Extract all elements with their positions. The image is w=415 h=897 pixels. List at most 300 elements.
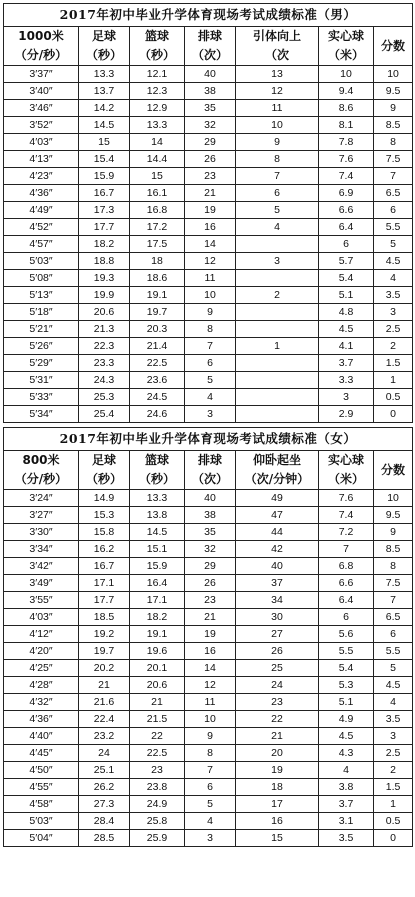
score-cell: 7 [374,592,413,609]
strength-count-cell: 19 [236,762,319,779]
volleyball-count-cell: 9 [185,728,236,745]
volleyball-count-cell: 3 [185,406,236,423]
strength-count-cell: 4 [236,219,319,236]
ball-distance-cell: 6.4 [319,219,374,236]
run-time-cell: 5′26″ [4,338,79,355]
basketball-time-cell: 25.8 [130,813,185,830]
table-row [4,779,413,796]
female-header-basketball: 篮球 [130,451,185,471]
volleyball-count-cell: 29 [185,134,236,151]
football-time-cell: 21.6 [79,694,130,711]
ball-distance-cell: 7.4 [319,168,374,185]
ball-distance-cell: 6.8 [319,558,374,575]
ball-distance-cell: 5.6 [319,626,374,643]
volleyball-count-cell: 6 [185,779,236,796]
football-time-cell: 25.3 [79,389,130,406]
football-time-cell: 25.4 [79,406,130,423]
basketball-time-cell: 19.1 [130,287,185,304]
football-time-cell: 15.9 [79,168,130,185]
strength-count-cell: 22 [236,711,319,728]
strength-count-cell [236,321,319,338]
run-time-cell: 5′08″ [4,270,79,287]
strength-count-cell: 37 [236,575,319,592]
score-cell: 2 [374,762,413,779]
male-header-strength: 引体向上 [236,27,319,47]
volleyball-count-cell: 7 [185,338,236,355]
run-time-cell: 4′40″ [4,728,79,745]
volleyball-count-cell: 7 [185,762,236,779]
table-row [4,321,413,338]
table-row [4,253,413,270]
volleyball-count-cell: 21 [185,185,236,202]
basketball-time-cell: 16.1 [130,185,185,202]
run-time-cell: 5′03″ [4,813,79,830]
volleyball-count-cell: 35 [185,100,236,117]
basketball-time-cell: 17.1 [130,592,185,609]
basketball-time-cell: 13.3 [130,490,185,507]
score-cell: 3.5 [374,287,413,304]
football-time-cell: 18.5 [79,609,130,626]
strength-count-cell: 10 [236,117,319,134]
football-time-cell: 17.3 [79,202,130,219]
score-cell: 8.5 [374,117,413,134]
table-row [4,117,413,134]
score-cell: 8 [374,558,413,575]
female-header-football: 足球 [79,451,130,471]
score-standards-sheet [3,3,412,847]
volleyball-count-cell: 29 [185,558,236,575]
football-time-cell: 24 [79,745,130,762]
strength-count-cell: 1 [236,338,319,355]
ball-distance-cell: 3.5 [319,830,374,847]
table-row [4,490,413,507]
female-header-strength-unit: （次/分钟） [236,470,319,490]
basketball-time-cell: 13.8 [130,507,185,524]
female-header-ball-unit: （米） [319,470,374,490]
male-table-title: 2017年初中毕业升学体育现场考试成绩标准（男） [4,4,413,27]
volleyball-count-cell: 16 [185,219,236,236]
basketball-time-cell: 19.7 [130,304,185,321]
score-cell: 0 [374,830,413,847]
run-time-cell: 4′32″ [4,694,79,711]
strength-count-cell [236,304,319,321]
basketball-time-cell: 14 [130,134,185,151]
score-cell: 5 [374,236,413,253]
volleyball-count-cell: 23 [185,592,236,609]
football-time-cell: 23.2 [79,728,130,745]
score-cell: 9.5 [374,83,413,100]
run-time-cell: 5′21″ [4,321,79,338]
basketball-time-cell: 15.9 [130,558,185,575]
run-time-cell: 3′46″ [4,100,79,117]
ball-distance-cell: 4.5 [319,728,374,745]
volleyball-count-cell: 9 [185,304,236,321]
score-cell: 5.5 [374,219,413,236]
score-cell: 7.5 [374,151,413,168]
football-time-cell: 18.8 [79,253,130,270]
female-standards-table [3,427,413,847]
football-time-cell: 20.6 [79,304,130,321]
football-time-cell: 28.5 [79,830,130,847]
ball-distance-cell: 3.1 [319,813,374,830]
run-time-cell: 3′24″ [4,490,79,507]
run-time-cell: 3′42″ [4,558,79,575]
male-header-volleyball: 排球 [185,27,236,47]
run-time-cell: 5′31″ [4,372,79,389]
score-cell: 3.5 [374,711,413,728]
run-time-cell: 3′34″ [4,541,79,558]
table-row [4,338,413,355]
basketball-time-cell: 12.9 [130,100,185,117]
score-cell: 8.5 [374,541,413,558]
football-time-cell: 23.3 [79,355,130,372]
ball-distance-cell: 7.4 [319,507,374,524]
football-time-cell: 15.3 [79,507,130,524]
volleyball-count-cell: 12 [185,677,236,694]
run-time-cell: 3′30″ [4,524,79,541]
ball-distance-cell: 4.8 [319,304,374,321]
volleyball-count-cell: 38 [185,507,236,524]
strength-count-cell [236,406,319,423]
strength-count-cell: 34 [236,592,319,609]
score-cell: 4 [374,694,413,711]
volleyball-count-cell: 21 [185,609,236,626]
table-row [4,270,413,287]
basketball-time-cell: 15 [130,168,185,185]
football-time-cell: 13.7 [79,83,130,100]
ball-distance-cell: 5.7 [319,253,374,270]
run-time-cell: 5′04″ [4,830,79,847]
table-row [4,830,413,847]
table-row [4,236,413,253]
table-row [4,728,413,745]
football-time-cell: 19.2 [79,626,130,643]
ball-distance-cell: 3.7 [319,796,374,813]
volleyball-count-cell: 23 [185,168,236,185]
table-row [4,389,413,406]
basketball-time-cell: 13.3 [130,117,185,134]
volleyball-count-cell: 3 [185,830,236,847]
table-row [4,660,413,677]
football-time-cell: 15.4 [79,151,130,168]
score-cell: 9 [374,100,413,117]
female-header-strength: 仰卧起坐 [236,451,319,471]
run-time-cell: 4′36″ [4,711,79,728]
basketball-time-cell: 21 [130,694,185,711]
ball-distance-cell: 6.6 [319,575,374,592]
ball-distance-cell: 4 [319,762,374,779]
strength-count-cell: 13 [236,66,319,83]
strength-count-cell: 5 [236,202,319,219]
table-row [4,694,413,711]
score-cell: 7.5 [374,575,413,592]
score-cell: 1.5 [374,779,413,796]
ball-distance-cell: 8.1 [319,117,374,134]
basketball-time-cell: 12.3 [130,83,185,100]
volleyball-count-cell: 40 [185,490,236,507]
strength-count-cell: 8 [236,151,319,168]
ball-distance-cell: 2.9 [319,406,374,423]
female-header-ball: 实心球 [319,451,374,471]
strength-count-cell: 44 [236,524,319,541]
football-time-cell: 22.4 [79,711,130,728]
strength-count-cell: 11 [236,100,319,117]
football-time-cell: 17.7 [79,592,130,609]
score-cell: 4.5 [374,253,413,270]
volleyball-count-cell: 14 [185,236,236,253]
score-cell: 1 [374,372,413,389]
ball-distance-cell: 10 [319,66,374,83]
basketball-time-cell: 25.9 [130,830,185,847]
run-time-cell: 4′28″ [4,677,79,694]
table-row [4,507,413,524]
table-row [4,541,413,558]
football-time-cell: 28.4 [79,813,130,830]
male-header-run-unit: （分/秒） [4,46,79,66]
basketball-time-cell: 23 [130,762,185,779]
male-header-basketball: 篮球 [130,27,185,47]
run-time-cell: 3′40″ [4,83,79,100]
football-time-cell: 19.9 [79,287,130,304]
basketball-time-cell: 17.2 [130,219,185,236]
strength-count-cell: 24 [236,677,319,694]
ball-distance-cell: 7 [319,541,374,558]
basketball-time-cell: 20.3 [130,321,185,338]
female-table-body [4,490,413,847]
run-time-cell: 4′58″ [4,796,79,813]
run-time-cell: 4′12″ [4,626,79,643]
ball-distance-cell: 6.4 [319,592,374,609]
run-time-cell: 3′55″ [4,592,79,609]
run-time-cell: 4′55″ [4,779,79,796]
volleyball-count-cell: 32 [185,541,236,558]
run-time-cell: 5′33″ [4,389,79,406]
table-row [4,643,413,660]
female-header-football-unit: （秒） [79,470,130,490]
table-row [4,66,413,83]
table-row [4,372,413,389]
strength-count-cell: 30 [236,609,319,626]
ball-distance-cell: 7.6 [319,151,374,168]
football-time-cell: 20.2 [79,660,130,677]
basketball-time-cell: 16.4 [130,575,185,592]
table-row [4,745,413,762]
score-cell: 1.5 [374,355,413,372]
strength-count-cell: 25 [236,660,319,677]
basketball-time-cell: 24.6 [130,406,185,423]
ball-distance-cell: 5.1 [319,694,374,711]
female-header-volleyball: 排球 [185,451,236,471]
male-header-score: 分数 [374,27,413,66]
volleyball-count-cell: 16 [185,643,236,660]
run-time-cell: 3′27″ [4,507,79,524]
strength-count-cell: 27 [236,626,319,643]
table-row [4,406,413,423]
table-row [4,592,413,609]
basketball-time-cell: 12.1 [130,66,185,83]
table-row [4,524,413,541]
female-header-basketball-unit: （秒） [130,470,185,490]
football-time-cell: 27.3 [79,796,130,813]
run-time-cell: 3′52″ [4,117,79,134]
basketball-time-cell: 20.6 [130,677,185,694]
female-header-volleyball-unit: （次） [185,470,236,490]
ball-distance-cell: 3.3 [319,372,374,389]
strength-count-cell [236,389,319,406]
run-time-cell: 4′03″ [4,134,79,151]
female-header-run-unit: （分/秒） [4,470,79,490]
volleyball-count-cell: 10 [185,287,236,304]
table-row [4,796,413,813]
score-cell: 4.5 [374,677,413,694]
table-row [4,168,413,185]
score-cell: 8 [374,134,413,151]
strength-count-cell [236,355,319,372]
score-cell: 6 [374,202,413,219]
basketball-time-cell: 16.8 [130,202,185,219]
basketball-time-cell: 19.1 [130,626,185,643]
table-row [4,609,413,626]
table-row [4,558,413,575]
volleyball-count-cell: 4 [185,813,236,830]
volleyball-count-cell: 35 [185,524,236,541]
strength-count-cell: 40 [236,558,319,575]
strength-count-cell: 9 [236,134,319,151]
run-time-cell: 4′45″ [4,745,79,762]
football-time-cell: 18.2 [79,236,130,253]
football-time-cell: 15 [79,134,130,151]
volleyball-count-cell: 19 [185,202,236,219]
basketball-time-cell: 17.5 [130,236,185,253]
table-row [4,575,413,592]
male-header-ball-unit: （米） [319,46,374,66]
run-time-cell: 5′18″ [4,304,79,321]
male-header-volleyball-unit: （次） [185,46,236,66]
strength-count-cell: 16 [236,813,319,830]
table-row [4,626,413,643]
strength-count-cell: 26 [236,643,319,660]
male-standards-table [3,3,413,423]
volleyball-count-cell: 12 [185,253,236,270]
basketball-time-cell: 22.5 [130,355,185,372]
basketball-time-cell: 22 [130,728,185,745]
basketball-time-cell: 21.5 [130,711,185,728]
score-cell: 1 [374,796,413,813]
ball-distance-cell: 7.6 [319,490,374,507]
ball-distance-cell: 4.1 [319,338,374,355]
ball-distance-cell: 6.9 [319,185,374,202]
table-row [4,219,413,236]
male-header-football: 足球 [79,27,130,47]
volleyball-count-cell: 26 [185,575,236,592]
volleyball-count-cell: 11 [185,694,236,711]
ball-distance-cell: 4.9 [319,711,374,728]
ball-distance-cell: 8.6 [319,100,374,117]
strength-count-cell: 42 [236,541,319,558]
table-row [4,202,413,219]
basketball-time-cell: 23.8 [130,779,185,796]
strength-count-cell: 17 [236,796,319,813]
score-cell: 5 [374,660,413,677]
football-time-cell: 16.7 [79,185,130,202]
run-time-cell: 5′34″ [4,406,79,423]
football-time-cell: 14.2 [79,100,130,117]
run-time-cell: 4′25″ [4,660,79,677]
volleyball-count-cell: 32 [185,117,236,134]
volleyball-count-cell: 10 [185,711,236,728]
basketball-time-cell: 19.6 [130,643,185,660]
basketball-time-cell: 18 [130,253,185,270]
table-row [4,304,413,321]
football-time-cell: 25.1 [79,762,130,779]
football-time-cell: 19.7 [79,643,130,660]
basketball-time-cell: 15.1 [130,541,185,558]
basketball-time-cell: 21.4 [130,338,185,355]
strength-count-cell: 6 [236,185,319,202]
run-time-cell: 5′03″ [4,253,79,270]
score-cell: 10 [374,66,413,83]
volleyball-count-cell: 4 [185,389,236,406]
female-header-score: 分数 [374,451,413,490]
table-row [4,813,413,830]
football-time-cell: 17.1 [79,575,130,592]
table-row [4,677,413,694]
volleyball-count-cell: 26 [185,151,236,168]
male-header-ball: 实心球 [319,27,374,47]
strength-count-cell: 2 [236,287,319,304]
strength-count-cell: 49 [236,490,319,507]
football-time-cell: 15.8 [79,524,130,541]
football-time-cell: 14.9 [79,490,130,507]
basketball-time-cell: 18.6 [130,270,185,287]
male-header-run: 1000米 [4,27,79,47]
volleyball-count-cell: 8 [185,745,236,762]
ball-distance-cell: 5.4 [319,660,374,677]
table-row [4,711,413,728]
run-time-cell: 4′52″ [4,219,79,236]
score-cell: 9.5 [374,507,413,524]
basketball-time-cell: 18.2 [130,609,185,626]
score-cell: 0.5 [374,813,413,830]
volleyball-count-cell: 8 [185,321,236,338]
male-header-strength-unit: （次 [236,46,319,66]
score-cell: 3 [374,728,413,745]
female-header-run: 800米 [4,451,79,471]
strength-count-cell: 12 [236,83,319,100]
ball-distance-cell: 5.3 [319,677,374,694]
football-time-cell: 16.7 [79,558,130,575]
table-row [4,134,413,151]
run-time-cell: 4′23″ [4,168,79,185]
table-row [4,287,413,304]
score-cell: 7 [374,168,413,185]
strength-count-cell: 18 [236,779,319,796]
table-row [4,185,413,202]
female-table-title: 2017年初中毕业升学体育现场考试成绩标准（女） [4,428,413,451]
volleyball-count-cell: 6 [185,355,236,372]
volleyball-count-cell: 5 [185,372,236,389]
run-time-cell: 4′20″ [4,643,79,660]
ball-distance-cell: 5.4 [319,270,374,287]
score-cell: 6.5 [374,185,413,202]
score-cell: 6 [374,626,413,643]
ball-distance-cell: 3 [319,389,374,406]
run-time-cell: 4′50″ [4,762,79,779]
ball-distance-cell: 6 [319,236,374,253]
score-cell: 5.5 [374,643,413,660]
male-header-football-unit: （秒） [79,46,130,66]
volleyball-count-cell: 5 [185,796,236,813]
